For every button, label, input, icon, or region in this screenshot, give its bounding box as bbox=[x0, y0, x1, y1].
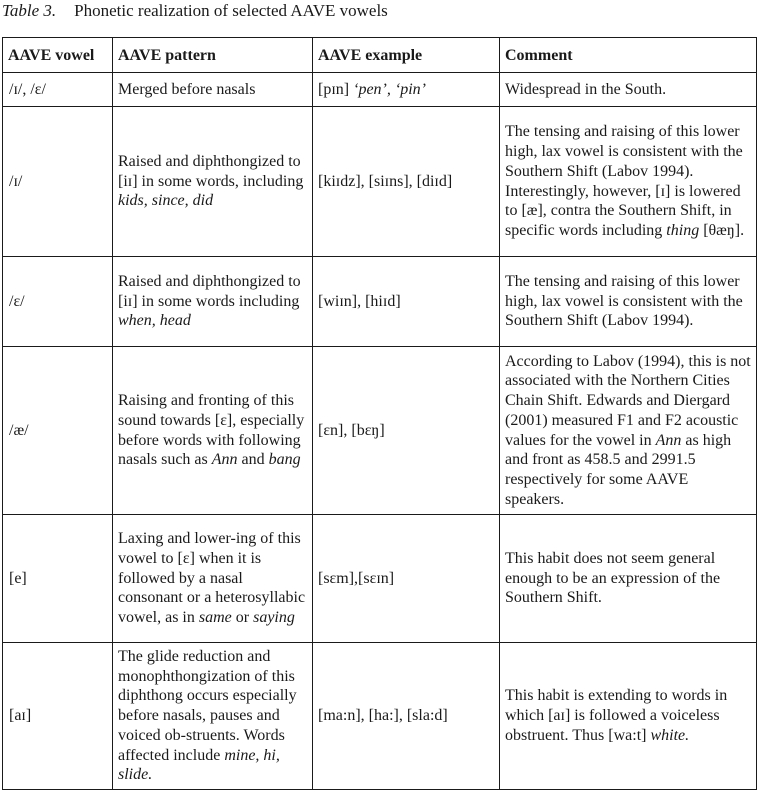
comment-cell bbox=[500, 347, 757, 515]
header-example: AAVE example bbox=[313, 38, 500, 73]
comment-text: Widespread in the South. bbox=[505, 80, 667, 98]
example-cell bbox=[313, 643, 500, 790]
vowel-cell: /ɪ/, /ɛ/ bbox=[3, 73, 113, 107]
comment-cell bbox=[500, 107, 757, 257]
pattern-cell bbox=[113, 257, 313, 347]
header-vowel: AAVE vowel bbox=[3, 38, 113, 73]
comment-text: The tensing and raising of this lower high, lax vowel is consistent with the Southern Shift (Labov 1994). Interestingly, however, [ɪ] is lowered to [æ], contra the Southern Shift, in specific words including bbox=[505, 123, 743, 239]
pattern-examples: mine, hi, slide. bbox=[118, 746, 280, 784]
comment-text: This habit is extending to words in which [aɪ] is followed a voiceless obstruent. Thus [wa:t] bbox=[505, 687, 728, 744]
example-cell bbox=[313, 257, 500, 347]
table-row bbox=[3, 643, 757, 790]
comment-text: This habit does not seem general enough to be an expression of the Southern Shift. bbox=[505, 549, 721, 607]
comment-cell bbox=[500, 515, 757, 643]
comment-italic: white. bbox=[650, 726, 690, 744]
example-text: [kiɪdz], [siɪns], [diɪd] bbox=[318, 172, 453, 190]
pattern-example-1: same bbox=[198, 609, 232, 627]
table-row bbox=[3, 73, 757, 107]
example-cell bbox=[313, 107, 500, 257]
comment-cell bbox=[500, 73, 757, 107]
header-comment: Comment bbox=[500, 38, 757, 73]
header-row bbox=[3, 38, 757, 73]
example-gloss: ‘pen’, ‘pin’ bbox=[353, 80, 426, 98]
example-cell bbox=[313, 515, 500, 643]
example-cell bbox=[313, 347, 500, 515]
vowel-cell: /æ/ bbox=[3, 347, 113, 515]
header-pattern: AAVE pattern bbox=[113, 38, 313, 73]
pattern-text: Raising and fronting of this sound towards [ɛ], especially before words with following nasals such as bbox=[118, 392, 305, 469]
comment-cell bbox=[500, 257, 757, 347]
example-text: [wiɪn], [hiɪd] bbox=[318, 292, 401, 310]
vowel-table bbox=[2, 37, 757, 790]
table-title: Phonetic realization of selected AAVE vowels bbox=[74, 1, 388, 20]
table-caption bbox=[2, 0, 388, 24]
pattern-text: Merged before nasals bbox=[118, 80, 256, 98]
pattern-cell bbox=[113, 643, 313, 790]
example-cell bbox=[313, 73, 500, 107]
pattern-text: The glide reduction and monophthongization of this diphthong occurs especially before nasals, pauses and voiced ob-struents. Words affected include bbox=[118, 648, 297, 764]
pattern-example-2: bang bbox=[268, 451, 301, 469]
pattern-text: Laxing and lower-ing of this vowel to [ɛ] when it is followed by a nasal consonant or a heterosyllabic vowel, as in bbox=[118, 530, 306, 627]
example-text: [pɪn] bbox=[318, 80, 354, 98]
example-text: [ɛn], [bɛŋ] bbox=[318, 421, 385, 439]
pattern-cell bbox=[113, 73, 313, 107]
pattern-joiner: and bbox=[237, 451, 269, 469]
pattern-cell bbox=[113, 347, 313, 515]
example-text: [sɛm],[sɛɪn] bbox=[318, 569, 395, 587]
pattern-cell bbox=[113, 515, 313, 643]
table-row bbox=[3, 515, 757, 643]
table-row bbox=[3, 107, 757, 257]
pattern-examples: when, head bbox=[118, 312, 191, 330]
pattern-text: Raised and diphthongized to [iɪ] in some words, including bbox=[118, 152, 304, 190]
pattern-text: Raised and diphthongized to [iɪ] in some words including bbox=[118, 272, 301, 310]
pattern-cell bbox=[113, 107, 313, 257]
comment-italic: Ann bbox=[655, 431, 682, 449]
vowel-cell: [aɪ] bbox=[3, 643, 113, 790]
vowel-cell: [e] bbox=[3, 515, 113, 643]
comment-text: The tensing and raising of this lower high, lax vowel is consistent with the Southern Shift (Labov 1994). bbox=[505, 272, 743, 330]
table-row bbox=[3, 257, 757, 347]
vowel-cell: /ɛ/ bbox=[3, 257, 113, 347]
comment-text: According to Labov (1994), this is not associated with the Northern Cities Chain Shift. Edwards and Diergard (2001) measured F1 and F2 acoustic values for the vowel in bbox=[505, 352, 751, 449]
comment-text-end: as high and front as 458.5 and 2991.5 respectively for some AAVE speakers. bbox=[505, 431, 732, 508]
table-number: Table 3. bbox=[2, 1, 57, 20]
comment-text-end: [θæŋ]. bbox=[699, 221, 745, 239]
pattern-examples: kids, since, did bbox=[118, 192, 214, 210]
pattern-example-1: Ann bbox=[211, 451, 238, 469]
vowel-cell: /ɪ/ bbox=[3, 107, 113, 257]
pattern-example-2: saying bbox=[253, 609, 295, 627]
table-row bbox=[3, 347, 757, 515]
pattern-joiner: or bbox=[231, 609, 254, 627]
comment-italic: thing bbox=[666, 221, 700, 239]
comment-cell bbox=[500, 643, 757, 790]
example-text: [ma:n], [ha:], [sla:d] bbox=[318, 707, 448, 725]
